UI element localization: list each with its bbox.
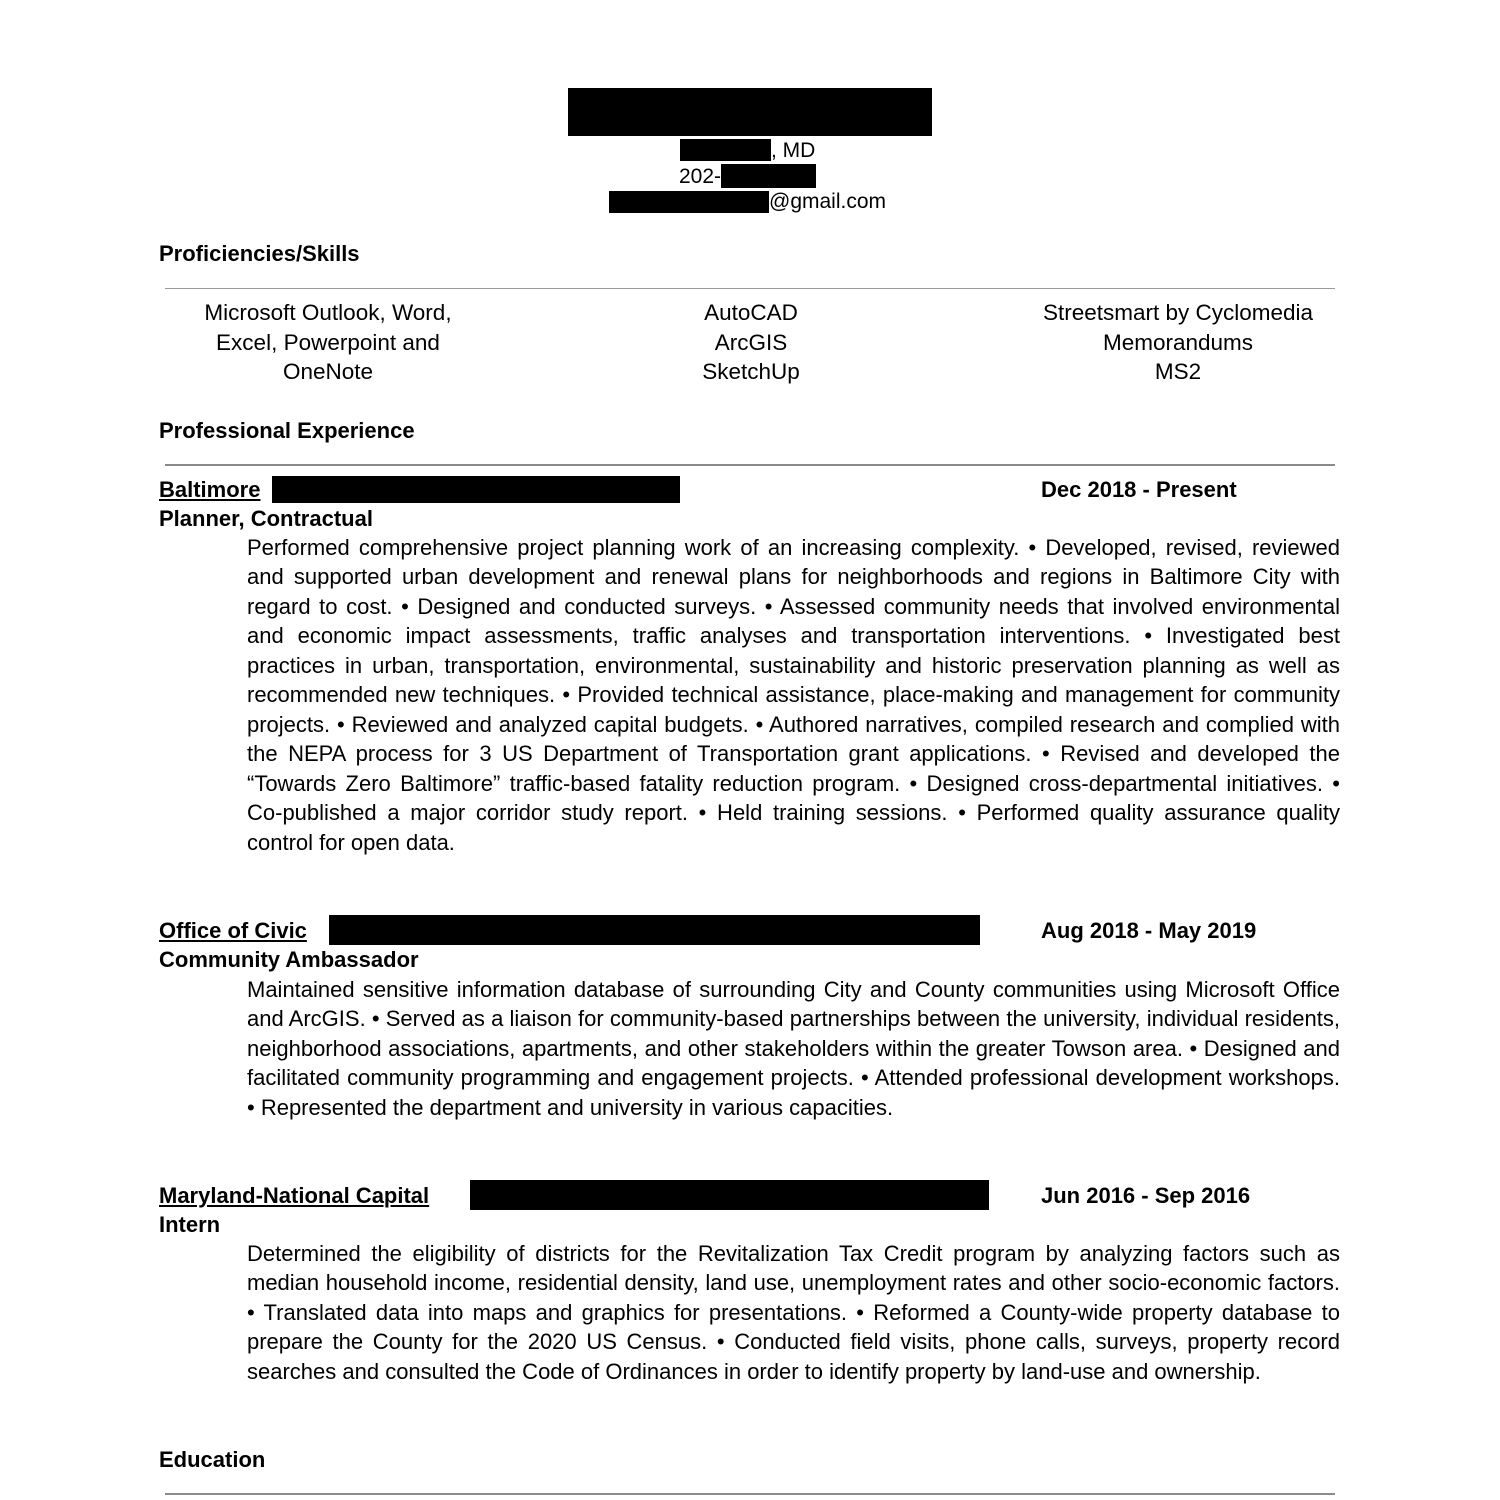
skill-item: Streetsmart by Cyclomedia xyxy=(1042,300,1314,325)
location-line xyxy=(680,139,815,163)
skill-item: OneNote xyxy=(282,359,374,384)
redacted-name xyxy=(568,88,932,136)
skill-item: MS2 xyxy=(1154,359,1202,384)
employer-name: Maryland-National Capital xyxy=(159,1183,430,1208)
phone-prefix: 202- xyxy=(679,165,722,188)
employer-name: Office of Civic xyxy=(159,918,307,943)
employer-name: Baltimore xyxy=(159,477,261,502)
experience-section-title: Professional Experience xyxy=(159,418,415,443)
redacted-employer xyxy=(329,915,980,945)
job-description: Maintained sensitive information database of surrounding City and County communities using Microsoft Office and ArcGIS. • Served as a liaison for community-based partnerships between the university, individual residents, neighborhood associations, apartments, and other stakeholders within the greater Towson area. • Designed and facilitated community programming and engagement projects. • Attended professional development workshops. • Represented the department and university in various capacities. xyxy=(247,977,1340,1120)
email-domain: @gmail.com xyxy=(769,190,887,213)
job-title: Intern xyxy=(159,1212,221,1237)
skills-divider xyxy=(165,288,1335,289)
redacted-email-user xyxy=(609,191,769,213)
education-divider xyxy=(165,1493,1335,1495)
employment-dates: Dec 2018 - Present xyxy=(1041,477,1237,502)
phone-line xyxy=(679,164,816,189)
job-title: Planner, Contractual xyxy=(159,506,373,531)
job-title: Community Ambassador xyxy=(159,947,419,972)
employment-dates: Aug 2018 - May 2019 xyxy=(1041,918,1257,943)
redacted-employer xyxy=(272,476,680,503)
email-line xyxy=(609,190,886,214)
job-description: Performed comprehensive project planning work of an increasing complexity. • Developed, revised, reviewed and supported urban development and renewal plans for neighborhoods and regions in Baltimore City with regard to cost. • Designed and conducted surveys. • Assessed community needs that involved environmental and economic impact assessments, traffic analyses and transportation interventions. • Investigated best practices in urban, transportation, environmental, sustainability and historic preservation planning as well as recommended new techniques. • Provided technical assistance, place-making and management for community projects. • Reviewed and analyzed capital budgets. • Authored narratives, compiled research and complied with the NEPA process for 3 US Department of Transportation grant applications. • Revised and developed the “Towards Zero Baltimore” traffic-based fatality reduction program. • Designed cross-departmental initiatives. • Co-published a major corridor study report. • Held training sessions. • Performed quality assurance quality control for open data. xyxy=(247,535,1340,855)
skill-item: Excel, Powerpoint and xyxy=(216,329,440,355)
redacted-employer xyxy=(470,1180,989,1210)
employment-dates: Jun 2016 - Sep 2016 xyxy=(1041,1183,1251,1208)
skills-section-title: Proficiencies/Skills xyxy=(159,241,360,266)
skill-item: SketchUp xyxy=(702,359,800,384)
location-state: , MD xyxy=(771,139,816,162)
redacted-phone xyxy=(721,164,816,188)
skill-item: ArcGIS xyxy=(714,329,788,355)
skill-item: Microsoft Outlook, Word, xyxy=(204,300,452,325)
experience-divider xyxy=(165,464,1335,466)
skill-item: AutoCAD xyxy=(704,300,798,325)
skills-column-1 xyxy=(118,298,538,387)
skill-item: Memorandums xyxy=(1102,329,1254,355)
job-description: Determined the eligibility of districts for the Revitalization Tax Credit program by analyzing factors such as median household income, residential density, land use, unemployment rates and other socio-economic factors. • Translated data into maps and graphics for presentations. • Reformed a County-wide property database to prepare the County for the 2020 US Census. • Conducted field visits, phone calls, surveys, property record searches and consulted the Code of Ordinances in order to identify property by land-use and ownership. xyxy=(247,1241,1340,1384)
skills-column-2 xyxy=(541,298,961,387)
skills-column-3 xyxy=(968,298,1388,387)
redacted-city xyxy=(680,139,771,161)
education-section-title: Education xyxy=(159,1447,266,1472)
